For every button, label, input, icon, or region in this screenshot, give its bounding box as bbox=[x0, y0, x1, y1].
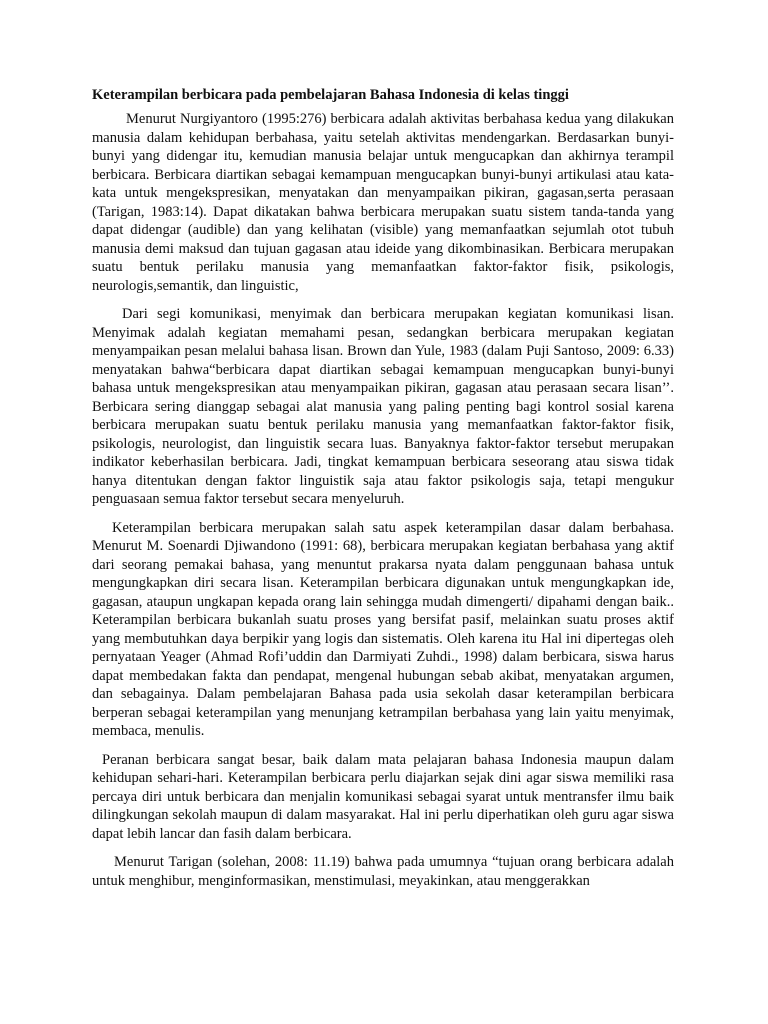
paragraph-2: Dari segi komunikasi, menyimak dan berbicara merupakan kegiatan komunikasi lisan. Menyimak adalah kegiatan memahami pesan, sedangkan berbicara merupakan kegiatan menyampaikan pesan melalui bahasa lisan. Brown dan Yule, 1983 (dalam Puji Santoso, 2009: 6.33) menyatakan bahwa“berbicara dapat diartikan sebagai kemampuan mengucapkan bunyi-bunyi bahasa untuk mengekspresikan atau menyampaikan pikiran, gagasan atau perasaan secara lisan’’. Berbicara sering dianggap sebagai alat manusia yang paling penting bagi kontrol sosial karena berbicara merupakan suatu bentuk perilaku manusia yang memanfaatkan faktor-faktor fisik, psikologis, neurologist, dan linguistik secara luas. Banyaknya faktor-faktor tersebut merupakan indikator keberhasilan berbicara. Jadi, tingkat kemampuan berbicara seseorang atau siswa tidak hanya ditentukan dengan faktor linguistik saja atau faktor psikologis saja, tetapi mengukur penguasaan semua faktor tersebut secara menyeluruh. bbox=[92, 306, 674, 507]
paragraph-3: Keterampilan berbicara merupakan salah satu aspek keterampilan dasar dalam berbahasa. Menurut M. Soenardi Djiwandono (1991: 68), berbicara merupakan kegiatan berbahasa yang aktif dari seorang pemakai bahasa, yang menuntut prakarsa nyata dalam penggunaan bahasa untuk mengungkapkan diri secara lisan. Keterampilan berbicara digunakan untuk mengungkapkan ide, gagasan, ataupun ungkapan kepada orang lain sehingga mudah dimengerti/ dipahami dengan baik.. Keterampilan berbicara bukanlah suatu proses yang bersifat pasif, melainkan suatu proses aktif yang membutuhkan daya berpikir yang logis dan sistematis. Oleh karena itu Hal ini dipertegas oleh pernyataan Yeager (Ahmad Rofi’uddin dan Darmiyati Zuhdi., 1998) dalam berbicara, siswa harus dapat membedakan fakta dan pendapat, mengenal hubungan sebab akibat, menyatakan argumen, dan sebagainya. Dalam pembelajaran Bahasa pada usia sekolah dasar keterampilan berbicara berperan sebagai keterampilan yang menunjang ketrampilan berbahasa yang lain yaitu menyimak, membaca, menulis. bbox=[92, 519, 674, 739]
paragraph-5: Menurut Tarigan (solehan, 2008: 11.19) bahwa pada umumnya “tujuan orang berbicara adalah untuk menghibur, menginformasikan, menstimulasi, meyakinkan, atau menggerakkan bbox=[92, 854, 674, 889]
document-title: Keterampilan berbicara pada pembelajaran Bahasa Indonesia di kelas tinggi bbox=[92, 87, 569, 103]
document-page bbox=[92, 86, 674, 900]
paragraph-4: Peranan berbicara sangat besar, baik dalam mata pelajaran bahasa Indonesia maupun dalam kehidupan sehari-hari. Keterampilan berbicara perlu diajarkan sejak dini agar siswa memiliki rasa percaya diri untuk berbicara dan menjalin komunikasi sebagai syarat untuk mentransfer ilmu baik dilingkungan sekolah maupun di dalam masyarakat. Hal ini perlu diperhatikan oleh guru agar siswa dapat lebih lancar dan fasih dalam berbicara. bbox=[92, 751, 674, 842]
paragraph-1: Menurut Nurgiyantoro (1995:276) berbicara adalah aktivitas berbahasa kedua yang dilakukan manusia dalam kehidupan berbahasa, yaitu setelah aktivitas mendengarkan. Berdasarkan bunyi- bunyi yang didengar itu, kemudian manusia belajar untuk mengucapkan dan akhirnya terampil berbicara. Berbicara diartikan sebagai kemampuan mengucapkan bunyi-bunyi artikulasi atau kata- kata untuk mengekspresikan, menyatakan dan menyampaikan pikiran, gagasan,serta perasaan (Tarigan, 1983:14). Dapat dikatakan bahwa berbicara merupakan suatu sistem tanda-tanda yang dapat didengar (audible) dan yang kelihatan (visible) yang memanfaatkan sejumlah otot tubuh manusia demi maksud dan tujuan gagasan atau ideide yang dikombinasikan. Berbicara merupakan suatu bentuk perilaku manusia yang memanfaatkan faktor-faktor fisik, psikologis, neurologis,semantik, dan linguistic, bbox=[92, 111, 674, 294]
